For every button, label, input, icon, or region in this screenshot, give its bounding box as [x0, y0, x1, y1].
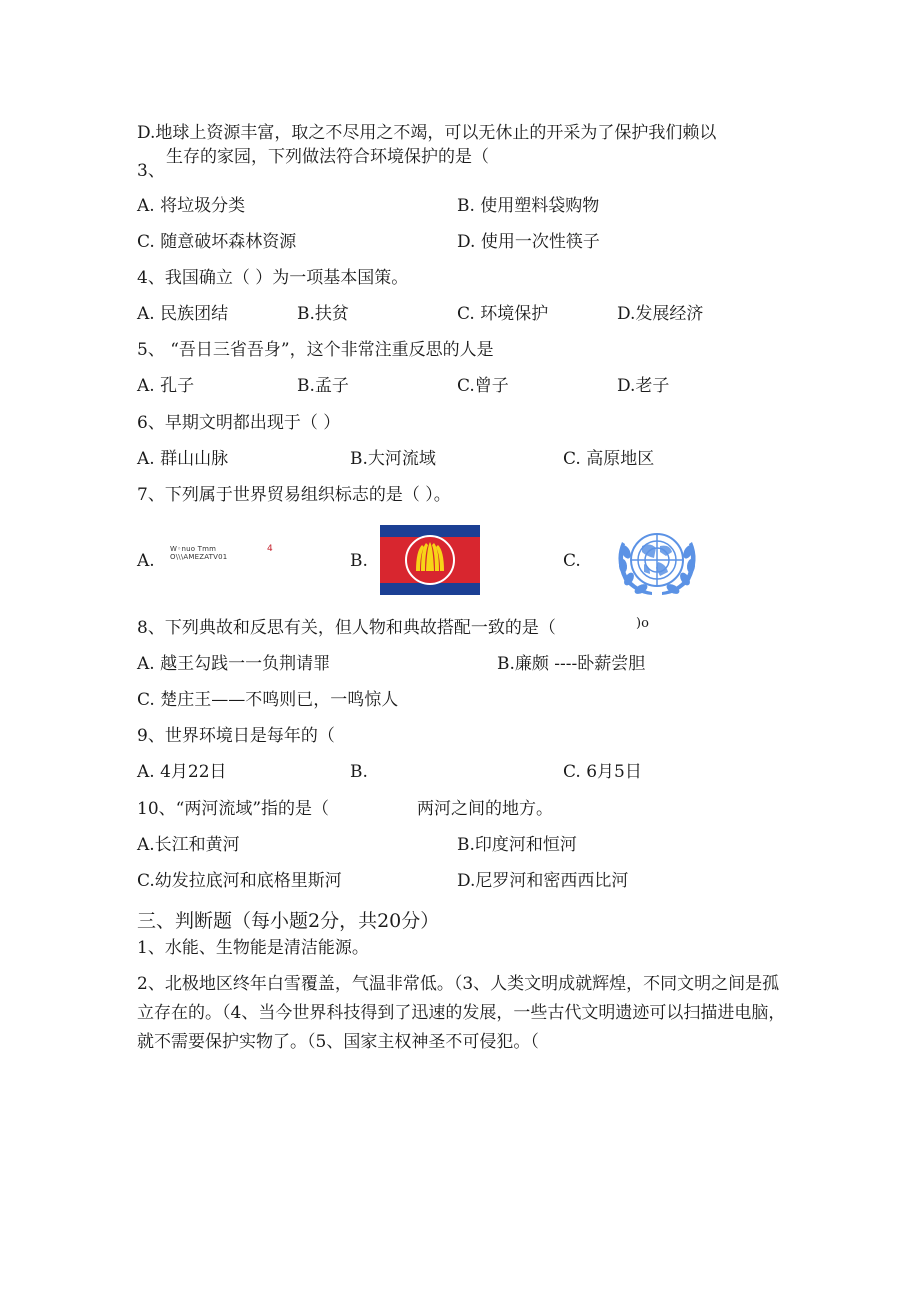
q8-stem: 8、下列典故和反思有关，但人物和典故搭配一致的是（ — [137, 618, 556, 638]
q8-option-c: C. 楚庄王——不鸣则已，一鸣惊人 — [137, 690, 399, 710]
q5-stem: 5、 “吾日三省吾身”，这个非常注重反思的人是 — [137, 340, 494, 360]
q3-option-d: D. 使用一次性筷子 — [457, 232, 600, 252]
q8-stem-end: )o — [636, 616, 649, 631]
q4-stem: 4、我国确立（ ）为一项基本国策。 — [137, 268, 409, 288]
q2-option-d: D.地球上资源丰富，取之不尽用之不竭，可以无休止的开采为了保护我们赖以 — [137, 123, 717, 143]
q9-stem: 9、世界环境日是每年的（ — [137, 726, 335, 746]
q4-option-d: D.发展经济 — [617, 304, 704, 324]
section-3-paragraph: 2、北极地区终年白雪覆盖，气温非常低。（3、人类文明成就辉煌，不同文明之间是孤立存在的。（4、当今世界科技得到了迅速的发展，一些古代文明遗迹可以扫描进电脑，就不需要保护实物了。（5、国家主权神圣不可侵犯。（ — [137, 974, 786, 1052]
wto-logo-image — [170, 543, 280, 563]
q7-option-a-label: A. — [137, 551, 155, 571]
q9-option-b: B. — [350, 762, 368, 782]
q10-option-a: A.长江和黄河 — [137, 835, 240, 855]
q10-option-b: B.印度河和恒河 — [457, 835, 577, 855]
q5-option-b: B.孟子 — [297, 376, 349, 396]
q8-option-b: B.廉颇 ----卧薪尝胆 — [497, 654, 646, 674]
q7-stem: 7、下列属于世界贸易组织标志的是（ ）。 — [137, 485, 451, 505]
section-3-item-1: 1、水能、生物能是清洁能源。 — [137, 938, 369, 958]
q7-option-c-label: C. — [563, 551, 581, 571]
asean-flag-image — [380, 525, 480, 595]
q3-option-c: C. 随意破坏森林资源 — [137, 232, 297, 252]
q5-option-c: C.曾子 — [457, 376, 509, 396]
q10-option-c: C.幼发拉底河和底格里斯河 — [137, 871, 342, 891]
q3-stem: 生存的家园，下列做法符合环境保护的是（ — [166, 147, 489, 167]
q9-option-a: A. 4月22日 — [137, 762, 227, 782]
q10-option-d: D.尼罗河和密西西比河 — [457, 871, 629, 891]
q6-option-a: A. 群山山脉 — [137, 449, 229, 469]
q4-option-b: B.扶贫 — [297, 304, 349, 324]
wto-logo-mark: 4 — [267, 544, 273, 554]
wto-logo-text-line1: W◦nuo Tmm — [170, 545, 217, 553]
q10-stem-left: 10、“两河流域”指的是（ — [137, 799, 330, 819]
section-3-title: 三、判断题（每小题2分，共20分） — [137, 910, 440, 932]
q9-option-c: C. 6月5日 — [563, 762, 642, 782]
q3-option-a: A. 将垃圾分类 — [137, 196, 246, 216]
un-emblem-image — [612, 522, 702, 598]
q6-option-b: B.大河流域 — [350, 449, 436, 469]
q5-option-a: A. 孔子 — [137, 376, 195, 396]
q6-stem: 6、早期文明都出现于（ ） — [137, 413, 341, 433]
q4-option-c: C. 环境保护 — [457, 304, 549, 324]
q10-stem-right: 两河之间的地方。 — [417, 799, 553, 819]
q5-option-d: D.老子 — [617, 376, 670, 396]
wto-logo-text-line2: O\\\AMEZATV01 — [170, 553, 228, 561]
q7-option-b-label: B. — [350, 551, 368, 571]
q3-number: 3、 — [137, 161, 165, 181]
q3-option-b: B. 使用塑料袋购物 — [457, 196, 600, 216]
q8-option-a: A. 越王勾践一一负荆请罪 — [137, 654, 331, 674]
q6-option-c: C. 高原地区 — [563, 449, 655, 469]
q4-option-a: A. 民族团结 — [137, 304, 229, 324]
